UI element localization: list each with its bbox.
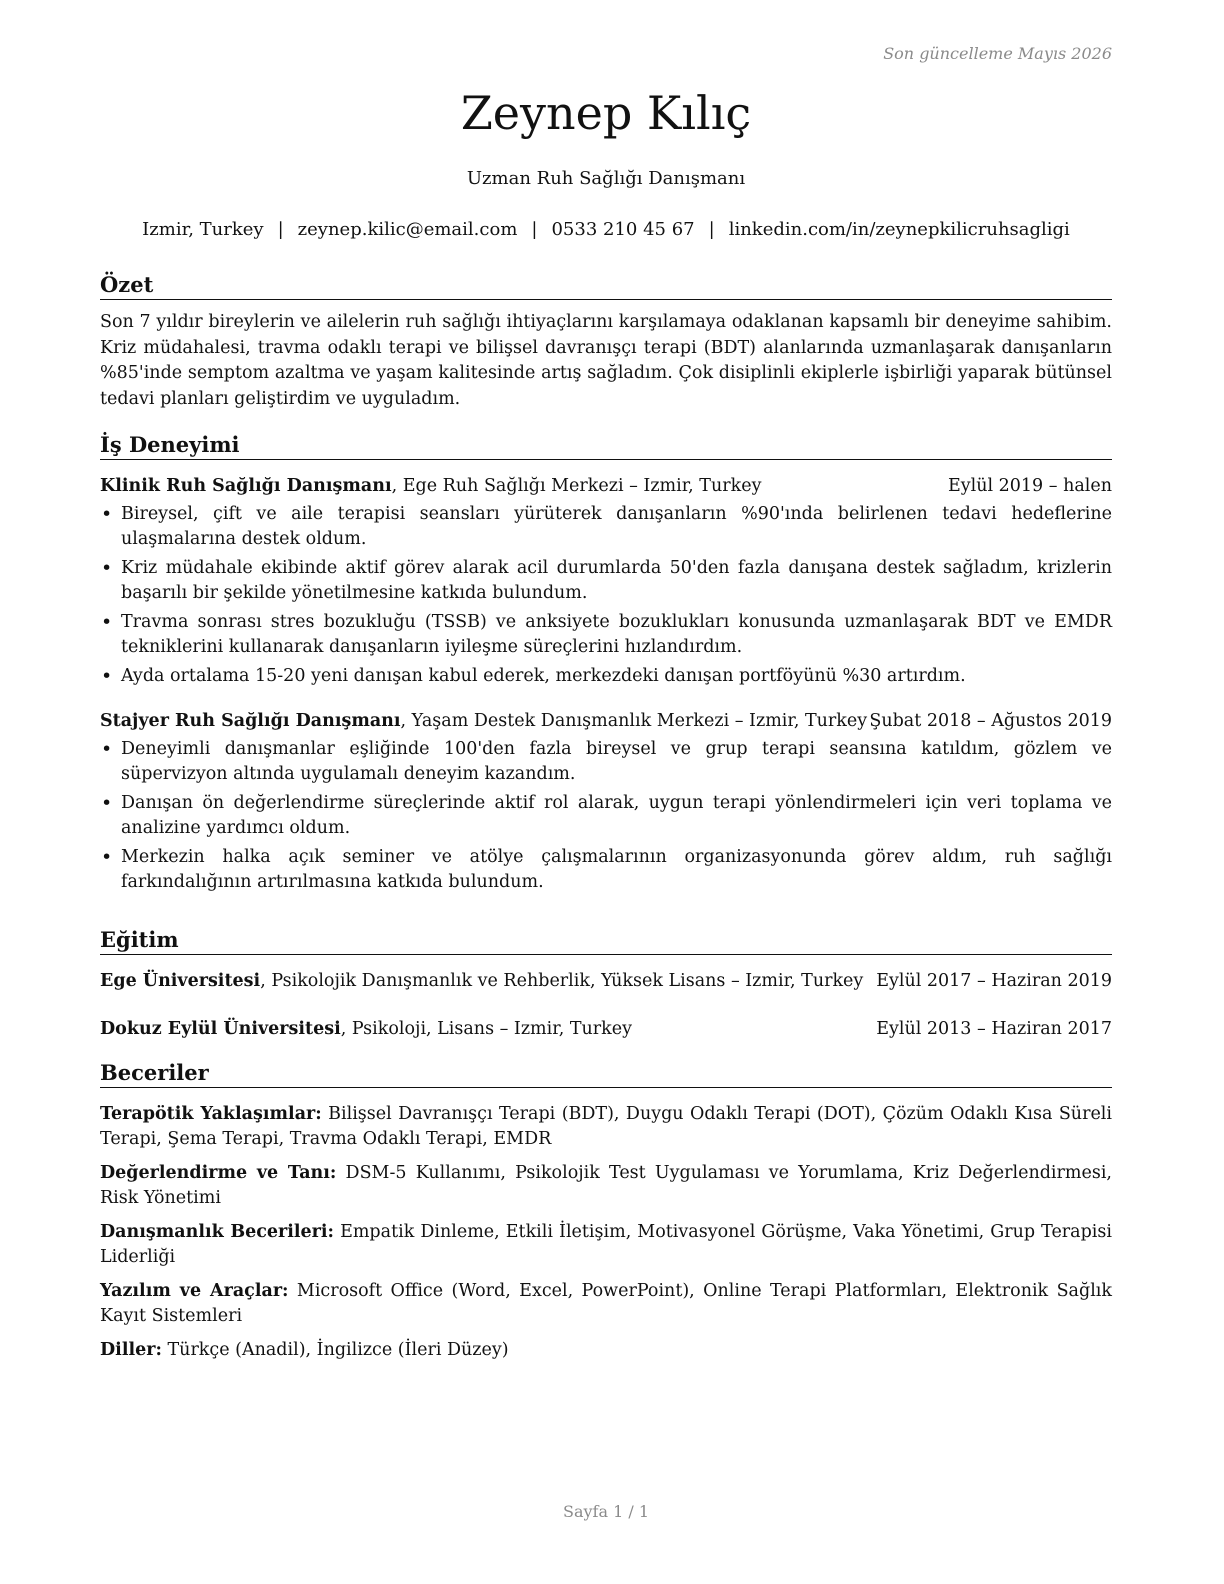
page-number: Sayfa 1 / 1	[562, 1502, 649, 1521]
education-detail: , Psikolojik Danışmanlık ve Rehberlik, Yüksek Lisans – Izmir, Turkey	[260, 971, 864, 991]
job-dates: Şubat 2018 – Ağustos 2019	[869, 711, 1112, 731]
skill-label: Değerlendirme ve Tanı:	[100, 1163, 337, 1183]
job-role: Klinik Ruh Sağlığı Danışmanı	[100, 476, 392, 496]
skill-value: Türkçe (Anadil), İngilizce (İleri Düzey)	[161, 1340, 509, 1360]
job-org: , Ege Ruh Sağlığı Merkezi – Izmir, Turkey	[391, 476, 762, 496]
contact-line	[100, 219, 1112, 240]
education-entry	[100, 969, 1112, 993]
contact-separator: |	[531, 219, 538, 240]
skill-row	[100, 1338, 1112, 1363]
person-name: Zeynep Kılıç	[460, 86, 752, 140]
job-bullets	[100, 737, 1112, 895]
contact-email[interactable]: zeynep.kilic@email.com	[297, 219, 518, 240]
job-dates: Eylül 2019 – halen	[947, 476, 1112, 496]
contact-location: Izmir, Turkey	[142, 219, 264, 240]
resume-page	[100, 0, 1112, 1584]
experience-section	[100, 432, 1112, 899]
education-school-detail	[100, 969, 863, 993]
summary-text: Son 7 yıldır bireylerin ve ailelerin ruh sağlığı ihtiyaçlarını karşılamaya odaklanan kapsamlı bir deneyime sahibim. Kriz müdahalesi, travma odaklı terapi ve bilişsel davranışçı terapi (BDT) alanlarında uzmanlaşarak danışanların %85'inde semptom azaltma ve yaşam kalitesinde artış sağladım. Çok disiplinli ekiplerle işbirliği yaparak bütünsel tedavi planları geliştirdim ve uyguladım.	[100, 312, 1112, 409]
skill-label: Yazılım ve Araçlar:	[100, 1281, 289, 1301]
section-heading: İş Deneyimi	[100, 432, 1112, 460]
skill-row	[100, 1102, 1112, 1152]
skill-value: Empatik Dinleme, Etkili İletişim, Motivasyonel Görüşme, Vaka Yönetimi, Grup Terapisi Liderliği	[100, 1222, 1112, 1267]
education-detail: , Psikoloji, Lisans – Izmir, Turkey	[340, 1019, 632, 1039]
list-item: • Deneyimli danışmanlar eşliğinde 100'den fazla bireysel ve grup terapi seansına katıldım, gözlem ve süpervizyon altında uygulamalı deneyim kazandım.	[100, 737, 1112, 787]
job-role-org	[100, 474, 761, 498]
skill-value: DSM-5 Kullanımı, Psikolojik Test Uygulaması ve Yorumlama, Kriz Değerlendirmesi, Risk Yönetimi	[100, 1163, 1112, 1208]
skill-value: Bilişsel Davranışçı Terapi (BDT), Duygu Odaklı Terapi (DOT), Çözüm Odaklı Kısa Süreli Terapi, Şema Terapi, Travma Odaklı Terapi, EMDR	[100, 1104, 1112, 1149]
list-item: • Kriz müdahale ekibinde aktif görev alarak acil durumlarda 50'den fazla danışana destek sağladım, krizlerin başarılı bir şekilde yönetilmesine katkıda bulundum.	[100, 556, 1112, 606]
job-org: , Yaşam Destek Danışmanlık Merkezi – Izmir, Turkey	[400, 711, 868, 731]
job-entry	[100, 709, 1112, 895]
job-header	[100, 709, 1112, 733]
contact-separator: |	[708, 219, 715, 240]
skill-label: Danışmanlık Becerileri:	[100, 1222, 335, 1242]
job-role-org	[100, 709, 867, 733]
education-entry	[100, 1017, 1112, 1041]
education-school-detail	[100, 1017, 632, 1041]
skill-label: Terapötik Yaklaşımlar:	[100, 1104, 322, 1124]
summary-section	[100, 272, 1112, 412]
skill-row	[100, 1279, 1112, 1329]
section-heading: Beceriler	[100, 1060, 1112, 1088]
job-title: Uzman Ruh Sağlığı Danışmanı	[466, 168, 746, 189]
list-item: • Danışan ön değerlendirme süreçlerinde aktif rol alarak, uygun terapi yönlendirmeleri için veri toplama ve analizine yardımcı oldum.	[100, 791, 1112, 841]
education-dates: Eylül 2013 – Haziran 2017	[876, 1019, 1112, 1039]
section-heading: Eğitim	[100, 927, 1112, 955]
skill-row	[100, 1161, 1112, 1211]
skill-value: Microsoft Office (Word, Excel, PowerPoint), Online Terapi Platformları, Elektronik Sağlık Kayıt Sistemleri	[100, 1281, 1112, 1326]
list-item: • Merkezin halka açık seminer ve atölye çalışmalarının organizasyonunda görev aldım, ruh sağlığı farkındalığının artırılmasına katkıda bulundum.	[100, 845, 1112, 895]
skill-row	[100, 1220, 1112, 1270]
list-item: • Bireysel, çift ve aile terapisi seansları yürüterek danışanların %90'ında belirlenen tedavi hedeflerine ulaşmalarına destek oldum.	[100, 502, 1112, 552]
skills-section	[100, 1060, 1112, 1372]
contact-phone[interactable]: 0533 210 45 67	[551, 219, 695, 240]
list-item: • Ayda ortalama 15-20 yeni danışan kabul ederek, merkezdeki danışan portföyünü %30 artırdım.	[100, 664, 1112, 689]
last-updated: Son güncelleme Mayıs 2026	[883, 44, 1112, 63]
job-header	[100, 474, 1112, 498]
job-entry	[100, 474, 1112, 689]
section-heading: Özet	[100, 272, 1112, 300]
list-item: • Travma sonrası stres bozukluğu (TSSB) ve anksiyete bozuklukları konusunda uzmanlaşarak BDT ve EMDR tekniklerini kullanarak danışanların iyileşme süreçlerini hızlandırdım.	[100, 610, 1112, 660]
contact-separator: |	[277, 219, 284, 240]
contact-linkedin[interactable]: linkedin.com/in/zeynepkilicruhsagligi	[728, 219, 1070, 240]
education-school: Ege Üniversitesi	[100, 971, 261, 991]
skill-label: Diller:	[100, 1340, 162, 1360]
job-role: Stajyer Ruh Sağlığı Danışmanı	[100, 711, 401, 731]
job-bullets	[100, 502, 1112, 689]
education-school: Dokuz Eylül Üniversitesi	[100, 1019, 341, 1039]
education-dates: Eylül 2017 – Haziran 2019	[876, 971, 1112, 991]
skills-list	[100, 1102, 1112, 1363]
education-section	[100, 927, 1112, 1041]
